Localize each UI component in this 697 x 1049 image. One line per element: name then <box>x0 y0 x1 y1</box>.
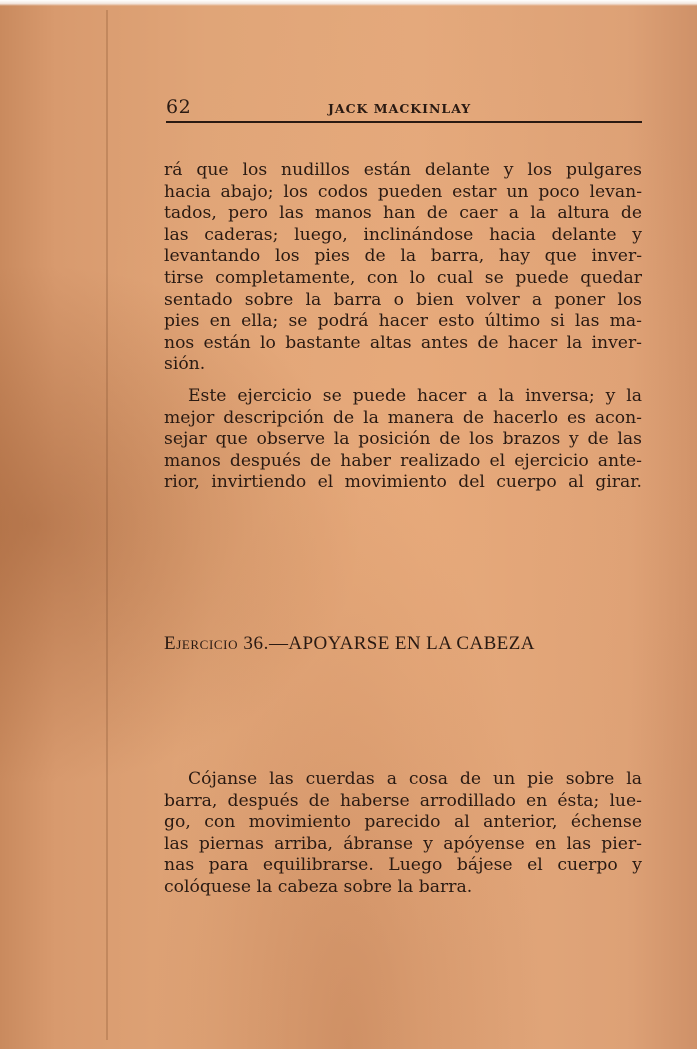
text-line: nas para equilibrarse. Luego bájese el cuerpo y <box>164 855 642 876</box>
text-line: levantando los pies de la barra, hay que inver- <box>164 246 642 267</box>
page-fold-shadow <box>106 10 108 1040</box>
text-line: sión. <box>164 354 206 375</box>
text-line: barra, después de haberse arrodillado en ésta; lue- <box>164 790 642 811</box>
text-line: pies en ella; se podrá hacer esto último si las ma- <box>164 311 642 332</box>
text-line: Cójanse las cuerdas a cosa de un pie sobre la <box>188 769 642 789</box>
text-line: tirse completamente, con lo cual se puede quedar <box>164 267 642 288</box>
text-line: tados, pero las manos han de caer a la altura de <box>164 203 642 224</box>
text-line: rá que los nudillos están delante y los pulgares <box>164 160 642 180</box>
text-line: mejor descripción de la manera de hacerlo es acon- <box>164 407 642 428</box>
text-line: sentado sobre la barra o bien volver a poner los <box>164 289 642 310</box>
paragraph-continuation <box>164 160 642 376</box>
text-line: Este ejercicio se puede hacer a la inversa; y la <box>188 386 642 406</box>
header-rule <box>166 121 642 123</box>
paragraph-inverse-exercise <box>164 386 642 494</box>
text-line: sejar que observe la posición de los brazos y de las <box>164 429 642 450</box>
page-number: 62 <box>166 96 192 118</box>
text-line: rior, invirtiendo el movimiento del cuerpo al girar. <box>164 472 642 493</box>
paragraph-exercise-36 <box>164 769 642 899</box>
text-line: hacia abajo; los codos pueden estar un poco levan- <box>164 181 642 202</box>
text-line: colóquese la cabeza sobre la barra. <box>164 876 473 897</box>
text-line: las caderas; luego, inclinándose hacia delante y <box>164 224 642 245</box>
text-line: las piernas arriba, ábranse y apóyense en las pier- <box>164 833 642 854</box>
text-line: manos después de haber realizado el ejercicio ante- <box>164 450 642 471</box>
running-head: JACK MACKINLAY <box>328 101 472 116</box>
exercise-title: —APOYARSE EN LA CABEZA <box>268 633 535 654</box>
page-header <box>166 96 642 122</box>
text-line: go, con movimiento parecido al anterior, échense <box>164 812 642 833</box>
text-line: nos están lo bastante altas antes de hacer la inver- <box>164 332 642 353</box>
page-top-edge <box>0 0 697 6</box>
exercise-label: Ejercicio 36. <box>164 633 269 654</box>
section-heading <box>164 633 640 655</box>
